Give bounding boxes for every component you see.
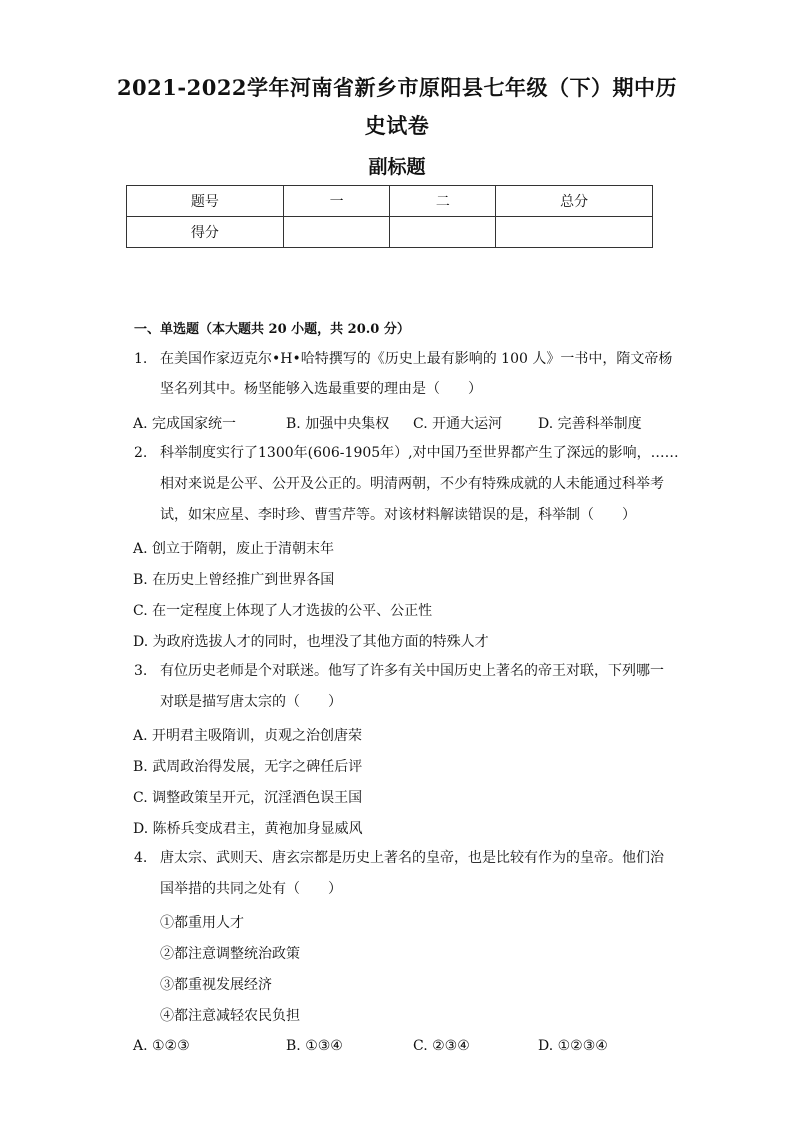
score-header-cell: 二 xyxy=(390,186,496,217)
option-c[interactable]: C. 开通大运河 xyxy=(413,416,503,432)
option-a[interactable]: A. 创立于隋朝，废止于清朝末年 xyxy=(133,541,335,557)
exam-subtitle: 副标题 xyxy=(368,156,426,178)
option-a[interactable]: A. 完成国家统一 xyxy=(133,416,237,432)
question-text-line: 唐太宗、武则天、唐玄宗都是历史上著名的皇帝，也是比较有作为的皇帝。他们治 xyxy=(160,850,664,866)
option-d[interactable]: D. 陈桥兵变成君主，黄袍加身显威风 xyxy=(133,821,363,837)
question-text-line: 科举制度实行了1300年(606-1905年）,对中国乃至世界都产生了深远的影响，…… xyxy=(160,445,679,461)
score-blank-cell xyxy=(390,217,496,248)
option-d[interactable]: D. ①②③④ xyxy=(538,1038,608,1054)
option-c[interactable]: C. ②③④ xyxy=(413,1038,470,1054)
question-number: 4. xyxy=(134,850,148,866)
question-text-line: 国举措的共同之处有（ ） xyxy=(160,881,342,897)
section-heading: 一、单选题（本大题共 20 小题，共 20.0 分） xyxy=(134,322,410,337)
option-d[interactable]: D. 为政府选拔人才的同时，也埋没了其他方面的特殊人才 xyxy=(133,634,489,650)
score-blank-cell xyxy=(496,217,653,248)
score-header-cell: 一 xyxy=(283,186,390,217)
statement-item: ②都注意调整统治政策 xyxy=(160,946,300,962)
question-text-line: 有位历史老师是个对联迷。他写了许多有关中国历史上著名的帝王对联，下列哪一 xyxy=(160,663,664,679)
score-table xyxy=(126,185,653,248)
statement-item: ③都重视发展经济 xyxy=(160,977,272,993)
option-a[interactable]: A. 开明君主吸隋训，贞观之治创唐荣 xyxy=(133,728,363,744)
option-c[interactable]: C. 在一定程度上体现了人才选拔的公平、公正性 xyxy=(133,603,433,619)
question-number: 2. xyxy=(134,445,148,461)
question-text-line: 对联是描写唐太宗的（ ） xyxy=(160,694,342,710)
score-header-cell: 总分 xyxy=(496,186,653,217)
question-text-line: 相对来说是公平、公开及公正的。明清两朝，不少有特殊成就的人未能通过科举考 xyxy=(160,476,664,492)
question-text-line: 坚名列其中。杨坚能够入选最重要的理由是（ ） xyxy=(160,381,482,397)
score-table-score-row xyxy=(127,217,653,248)
statement-item: ①都重用人才 xyxy=(160,915,244,931)
option-d[interactable]: D. 完善科举制度 xyxy=(538,416,642,432)
option-b[interactable]: B. ①③④ xyxy=(286,1038,343,1054)
score-header-cell: 题号 xyxy=(127,186,284,217)
score-label-cell: 得分 xyxy=(127,217,284,248)
option-b[interactable]: B. 武周政治得发展，无字之碑任后评 xyxy=(133,759,363,775)
option-a[interactable]: A. ①②③ xyxy=(133,1038,190,1054)
option-b[interactable]: B. 加强中央集权 xyxy=(286,416,390,432)
question-number: 1. xyxy=(134,351,148,367)
exam-title-line2: 史试卷 xyxy=(364,113,430,138)
score-blank-cell xyxy=(283,217,390,248)
exam-title-line1: 2021-2022学年河南省新乡市原阳县七年级（下）期中历 xyxy=(116,75,678,100)
score-table-header-row xyxy=(127,186,653,217)
question-text-line: 试，如宋应星、李时珍、曹雪芹等。对该材料解读错误的是，科举制（ ） xyxy=(160,507,636,523)
option-b[interactable]: B. 在历史上曾经推广到世界各国 xyxy=(133,572,335,588)
statement-item: ④都注意减轻农民负担 xyxy=(160,1008,300,1024)
question-text-line: 在美国作家迈克尔•H•哈特撰写的《历史上最有影响的 100 人》一书中，隋文帝杨 xyxy=(160,351,673,367)
option-c[interactable]: C. 调整政策呈开元，沉淫酒色误王国 xyxy=(133,790,363,806)
question-number: 3. xyxy=(134,663,148,679)
